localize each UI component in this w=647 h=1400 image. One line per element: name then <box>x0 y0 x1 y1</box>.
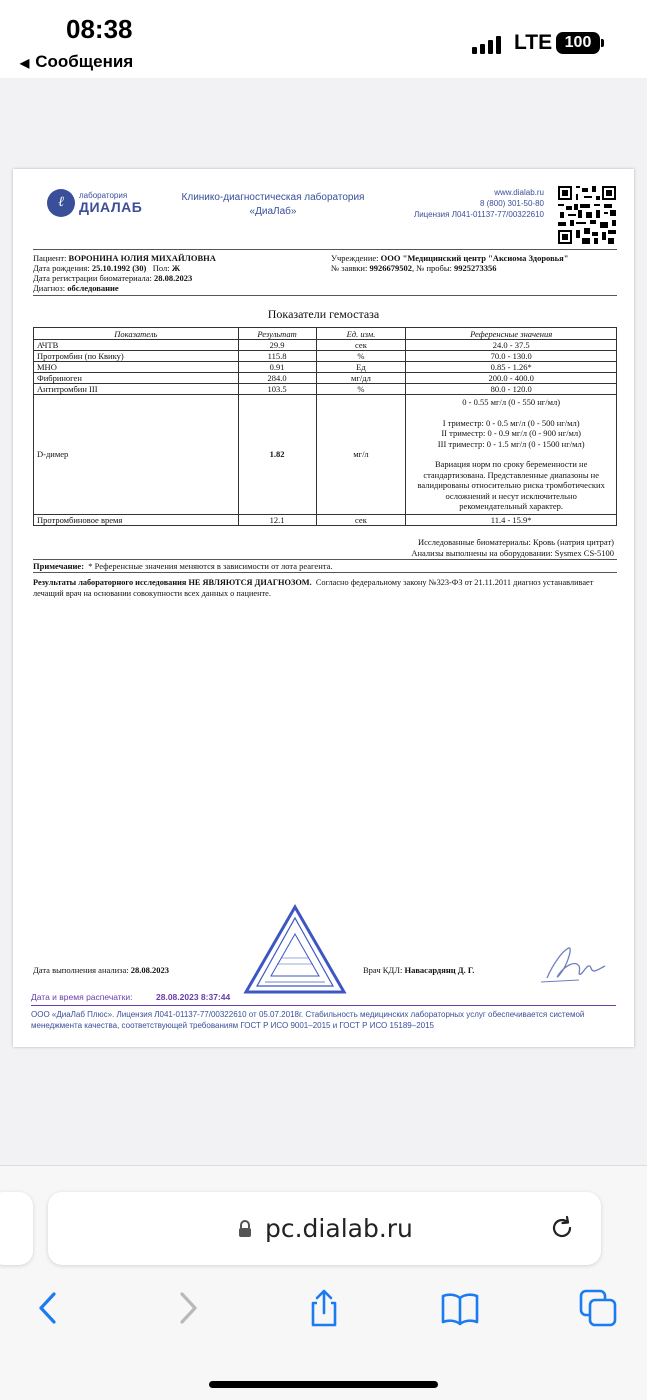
address-bar[interactable] <box>48 1192 601 1265</box>
institution-line: Учреждение: ООО "Медицинский центр "Аксиома Здоровья" <box>331 253 569 263</box>
reference-note: Примечание: * Референсные значения меняются в зависимости от лота реагента. <box>33 561 333 571</box>
logo-mark-icon: ℓ <box>47 189 75 217</box>
diagnosis-line: Диагноз: обследование <box>33 283 119 293</box>
doctor-line: Врач КДЛ: Навасардянц Д. Г. <box>363 965 475 975</box>
lab-site: www.dialab.ru <box>494 188 544 197</box>
biomaterial-note: Исследованные биоматериалы: Кровь (натрия цитрат) <box>418 537 614 547</box>
institution-value: ООО "Медицинский центр "Аксиома Здоровья" <box>380 253 569 263</box>
url-text[interactable]: pc.dialab.ru <box>265 1214 413 1243</box>
report-title: Показатели гемостаза <box>267 307 380 321</box>
col-unit-header: Ед. изм. <box>316 328 406 340</box>
table-row: Фибриноген 284.0 мг/дл 200.0 - 400.0 <box>34 373 617 384</box>
table-row: Протромбиновое время 12.1 сек 11.4 - 15.9* <box>34 514 617 525</box>
table-row: Протромбин (по Квику) 115.8 % 70.0 - 130.0 <box>34 351 617 362</box>
network-type: LTE <box>514 31 553 54</box>
quality-note: ООО «ДиаЛаб Плюс». Лицензия Л041-01137-77/00322610 от 05.07.2018г. Стабильность медицинских лабораторных услуг обеспечивается системой менеджмента качества, соответствующей требованиям ГОСТ Р ИСО 9001–2015 и ГОСТ Р ИСО 15189–2015 <box>31 1010 585 1030</box>
header-divider <box>33 249 617 250</box>
back-to-app-button[interactable] <box>20 52 133 72</box>
note-divider <box>33 559 617 560</box>
analysis-date-line: Дата выполнения анализа: 28.08.2023 <box>33 965 169 975</box>
col-ref-header: Референсные значения <box>406 328 617 340</box>
lab-phone: 8 (800) 301-50-80 <box>479 199 544 208</box>
clock: 08:38 <box>66 14 133 44</box>
status-bar <box>0 0 647 78</box>
signal-icon <box>472 36 501 54</box>
patient-line: Пациент: ВОРОНИНА ЮЛИЯ МИХАЙЛОВНА <box>33 253 216 263</box>
back-app-label: Сообщения <box>35 52 134 71</box>
reg-date: 28.08.2023 <box>153 273 193 283</box>
ddimer-ref: 0 - 0.55 мг/л (0 - 550 нг/мл) I триместр: 0 - 0.5 мг/л (0 - 500 нг/мл) II триместр: 0 - 0.9 мг/л (0 - 900 нг/мл) III триместр: 0 - 1.5 мг/л (0 - 1500 нг/мл) Вариация норм по сроку беременности не стандартизована. Представленные диапазоны не валидированы относительно риска тромботических осложнений и несут исключительно рекомендательный характер. <box>406 395 617 515</box>
sex-value: Ж <box>171 263 181 273</box>
logo-big-text: ДИАЛАБ <box>79 199 143 215</box>
dialab-logo <box>47 189 142 217</box>
battery-tip <box>601 39 604 47</box>
dob-line: Дата рождения: 25.10.1992 (30) Пол: Ж <box>33 263 181 273</box>
forward-icon[interactable] <box>168 1288 208 1328</box>
lab-report-page <box>13 169 634 1047</box>
equipment-note: Анализы выполнены на оборудовании: Sysmex CS-5100 <box>411 548 614 558</box>
ddimer-value: 1.82 <box>238 395 316 515</box>
back-triangle-icon: ◀ <box>20 56 30 70</box>
reload-icon[interactable] <box>548 1214 576 1242</box>
print-time-label: Дата и время распечатки: <box>31 992 133 1002</box>
table-row: Антитромбин III 103.5 % 80.0 - 120.0 <box>34 384 617 395</box>
logo-small-text: лаборатория <box>79 191 128 200</box>
col-result-header: Результат <box>238 328 316 340</box>
registration-line: Дата регистрации биоматериала: 28.08.2023 <box>33 273 193 283</box>
home-indicator[interactable] <box>209 1381 438 1388</box>
ddimer-row: D-димер 1.82 мг/л 0 - 0.55 мг/л (0 - 550 нг/мл) I триместр: 0 - 0.5 мг/л (0 - 500 нг/мл) II триместр: 0 - 0.9 мг/л (0 - 900 нг/мл) III триместр: 0 - 1.5 мг/л (0 - 1500 нг/мл) Вариация норм по сроку беременности не стандартизована. Представленные диапазоны не валидированы относительно риска тромботических осложнений и несут исключительно рекомендательный характер. <box>34 395 617 515</box>
order-line: № заявки: 9926679502, № пробы: 9925273356 <box>331 263 497 273</box>
dob-value: 25.10.1992 (30) <box>91 263 147 273</box>
lab-title: Клинико-диагностическая лаборатория «ДиаЛаб» <box>181 192 365 217</box>
col-name-header: Показатель <box>34 328 239 340</box>
footer-divider <box>31 1005 616 1006</box>
previous-tab-preview[interactable] <box>0 1192 33 1265</box>
print-time-value: 28.08.2023 8:37:44 <box>156 992 231 1002</box>
share-icon[interactable] <box>304 1288 344 1328</box>
analysis-date: 28.08.2023 <box>130 965 169 975</box>
table-row: АЧТВ 29.9 сек 24.0 - 37.5 <box>34 340 617 351</box>
lab-stamp-icon <box>243 904 347 996</box>
patient-name: ВОРОНИНА ЮЛИЯ МИХАЙЛОВНА <box>68 253 216 263</box>
lab-license: Лицензия Л041-01137-77/00322610 <box>413 210 544 219</box>
doctor-name: Навасардянц Д. Г. <box>404 965 475 975</box>
diagnosis-value: обследование <box>67 283 119 293</box>
qr-code-icon <box>558 186 616 244</box>
table-row: МНО 0.91 Ед 0.85 - 1.26* <box>34 362 617 373</box>
note-divider-2 <box>33 572 617 573</box>
bookmarks-icon[interactable] <box>440 1288 480 1328</box>
battery-icon: 100 <box>556 32 600 54</box>
disclaimer: Результаты лабораторного исследования НЕ ЯВЛЯЮТСЯ ДИАГНОЗОМ. Согласно федеральному закону №323-ФЗ от 21.11.2011 диагноз устанавливает лечащий врач на основании совокупности всех данных о пациенте. <box>33 578 594 598</box>
signature-icon <box>539 944 609 986</box>
info-divider <box>33 295 617 296</box>
order-number: 9926679502 <box>369 263 412 273</box>
back-icon[interactable] <box>28 1288 68 1328</box>
sample-number: 9925273356 <box>454 263 497 273</box>
lab-contacts <box>414 187 544 220</box>
tabs-icon[interactable] <box>578 1288 618 1328</box>
lock-icon <box>238 1220 252 1238</box>
table-header <box>34 328 617 340</box>
results-table <box>33 327 617 526</box>
